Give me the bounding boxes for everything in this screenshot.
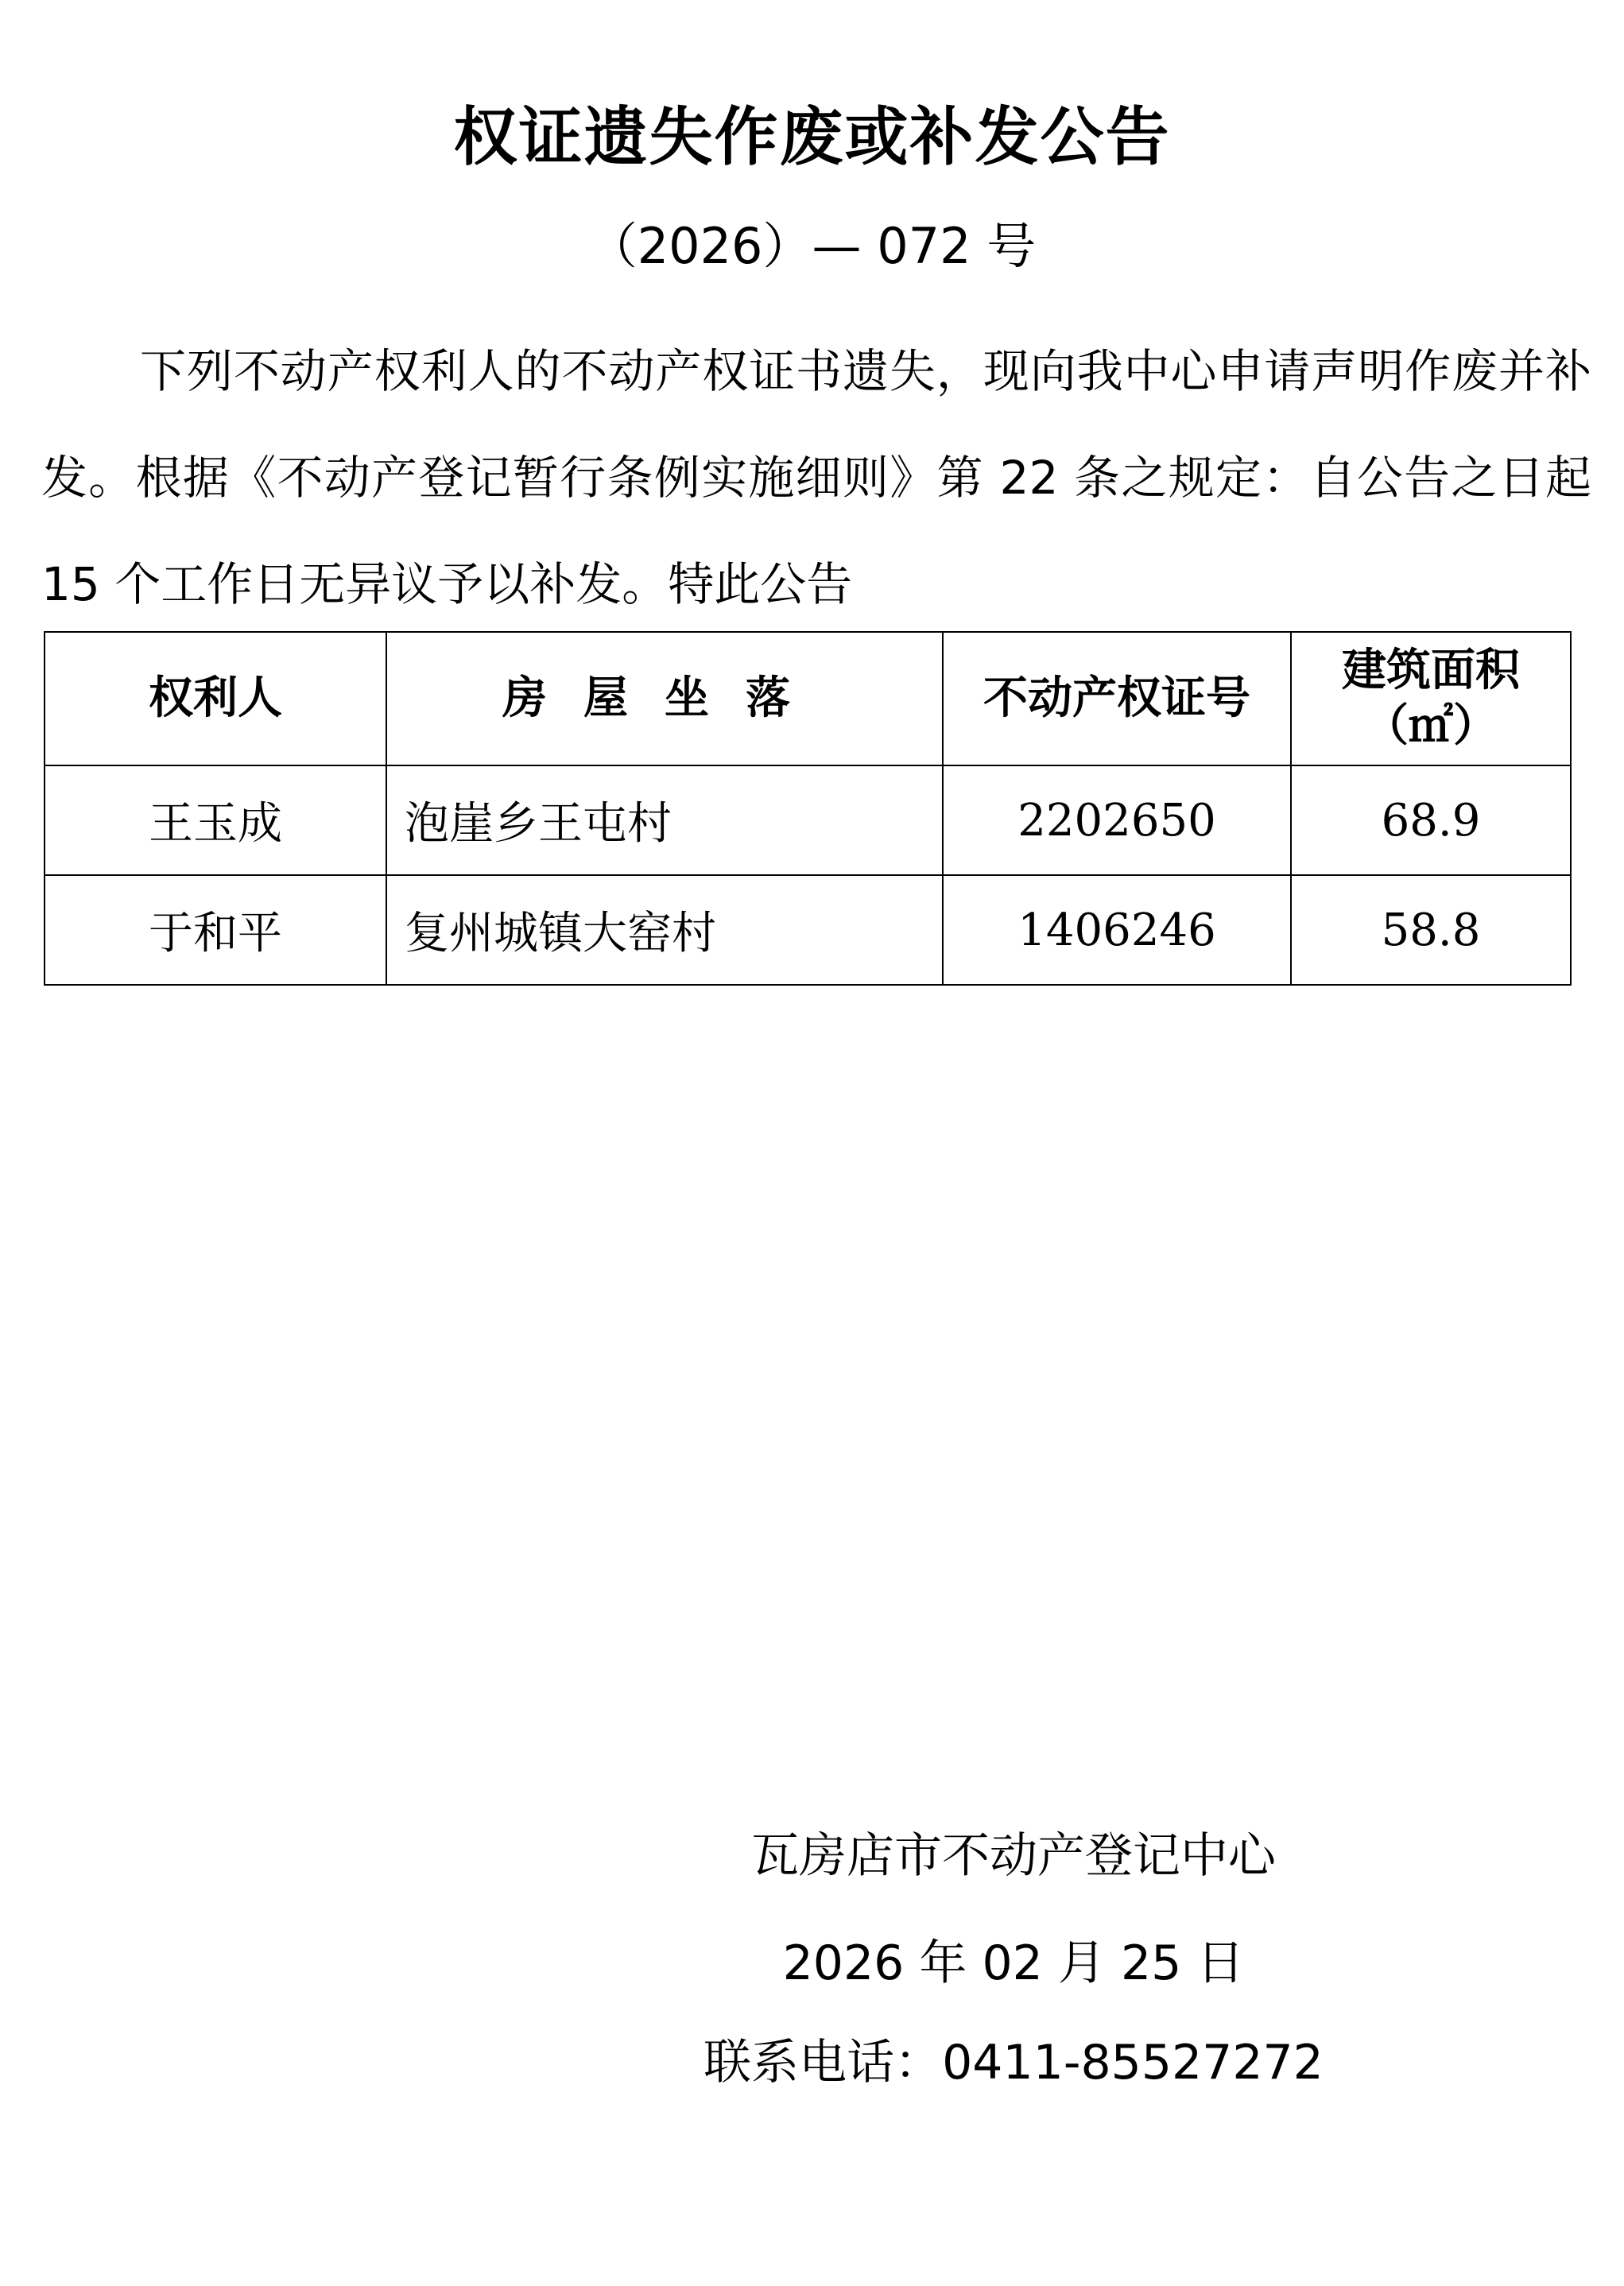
table-row [45,875,1571,985]
issuing-organization: 瓦房店市不动产登记中心 [751,1828,1276,1884]
header-location: 房屋坐落 [386,632,943,765]
notice-number: （2026）— 072 号 [587,217,1037,275]
cell-location: 泡崖乡王屯村 [386,765,943,875]
header-area-label: 建筑面积 [1342,645,1520,696]
issue-date: 2026 年 02 月 25 日 [782,1935,1245,1991]
contact-phone: 联系电话：0411-85527272 [703,2035,1324,2090]
cell-area: 58.8 [1291,875,1571,985]
records-table [44,631,1572,986]
cell-area: 68.9 [1291,765,1571,875]
cell-location: 复州城镇大窑村 [386,875,943,985]
cell-holder: 于和平 [45,875,386,985]
notice-title: 权证遗失作废或补发公告 [453,100,1171,174]
header-area-unit: （㎡） [1364,700,1498,752]
cell-holder: 王玉成 [45,765,386,875]
table-row [45,765,1571,875]
notice-body: 下列不动产权利人的不动产权证书遗失，现向我中心申请声明作废并补发。根据《不动产登记暂行条例实施细则》第 22 条之规定：自公告之日起 15 个工作日无异议予以补发。特此公告 [41,344,1591,611]
header-certificate: 不动产权证号 [943,632,1291,765]
header-holder: 权利人 [45,632,386,765]
cell-certificate: 1406246 [943,875,1291,985]
table-header-row [45,632,1571,765]
header-area [1291,632,1571,765]
cell-certificate: 2202650 [943,765,1291,875]
